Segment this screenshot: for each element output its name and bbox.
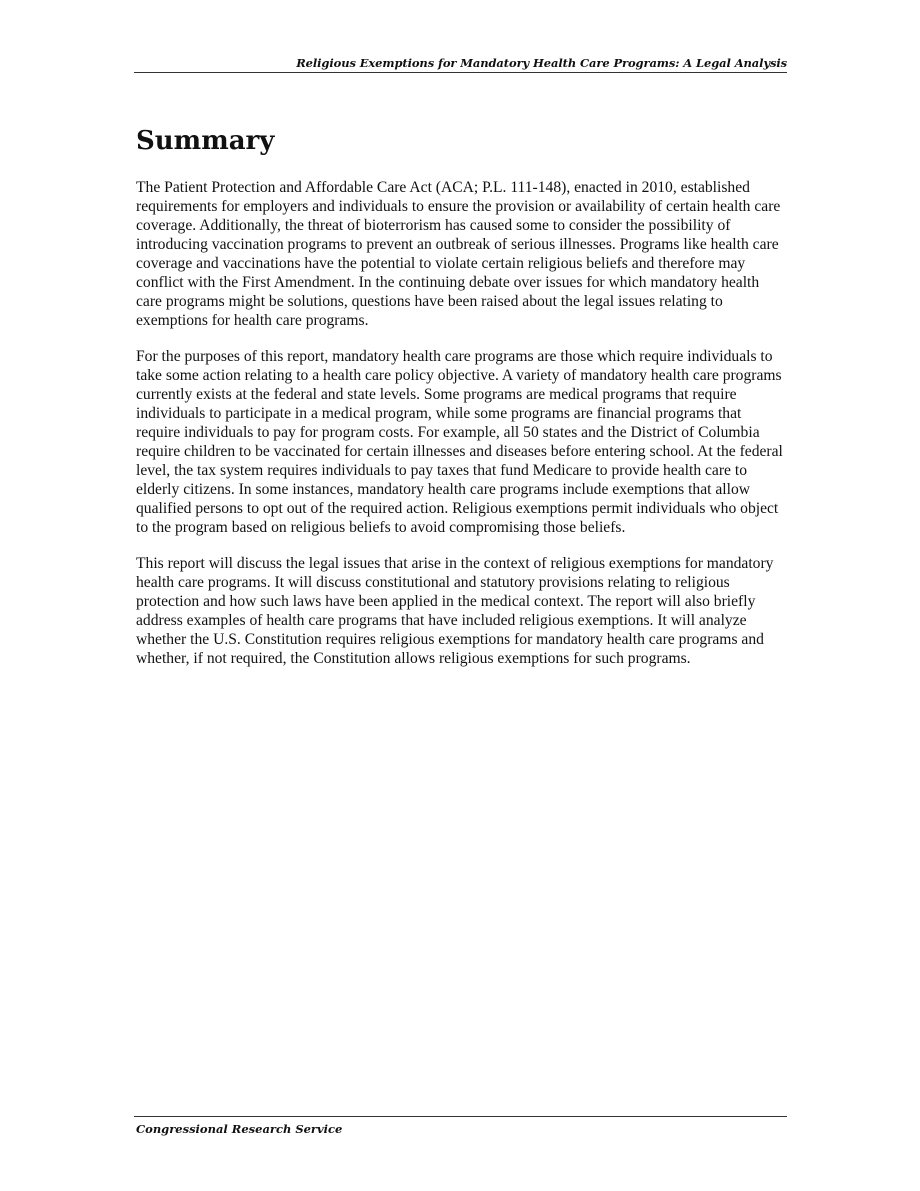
- section-heading: Summary: [136, 126, 275, 156]
- summary-paragraph-2: For the purposes of this report, mandatory health care programs are those which require individuals to take some action relating to a health care policy objective. A variety of mandatory health care programs currently exists at the federal and state levels. Some programs are medical programs that require individuals to participate in a medical program, while some programs are financial programs that require individuals to pay for program costs. For example, all 50 states and the District of Columbia require children to be vaccinated for certain illnesses and diseases before entering school. At the federal level, the tax system requires individuals to pay taxes that fund Medicare to provide health care to elderly citizens. In some instances, mandatory health care programs include exemptions that allow qualified persons to opt out of the required action. Religious exemptions permit individuals who object to the program based on religious beliefs to avoid compromising those beliefs.: [136, 348, 783, 536]
- summary-body: [136, 178, 788, 685]
- footer-publisher: Congressional Research Service: [136, 1122, 343, 1136]
- footer-divider: [134, 1116, 787, 1117]
- summary-paragraph-1: The Patient Protection and Affordable Care Act (ACA; P.L. 111-148), enacted in 2010, established requirements for employers and individuals to ensure the provision or availability of certain health care coverage. Additionally, the threat of bioterrorism has caused some to consider the possibility of introducing vaccination programs to prevent an outbreak of serious illnesses. Programs like health care coverage and vaccinations have the potential to violate certain religious beliefs and therefore may conflict with the First Amendment. In the continuing debate over issues for which mandatory health care programs might be solutions, questions have been raised about the legal issues relating to exemptions for health care programs.: [136, 179, 781, 329]
- header-divider: [134, 72, 787, 73]
- running-header: Religious Exemptions for Mandatory Health Care Programs: A Legal Analysis: [296, 56, 787, 70]
- summary-paragraph-3: This report will discuss the legal issues that arise in the context of religious exemptions for mandatory health care programs. It will discuss constitutional and statutory provisions relating to religious protection and how such laws have been applied in the medical context. The report will also briefly address examples of health care programs that have included religious exemptions. It will analyze whether the U.S. Constitution requires religious exemptions for mandatory health care programs and whether, if not required, the Constitution allows religious exemptions for such programs.: [136, 555, 774, 667]
